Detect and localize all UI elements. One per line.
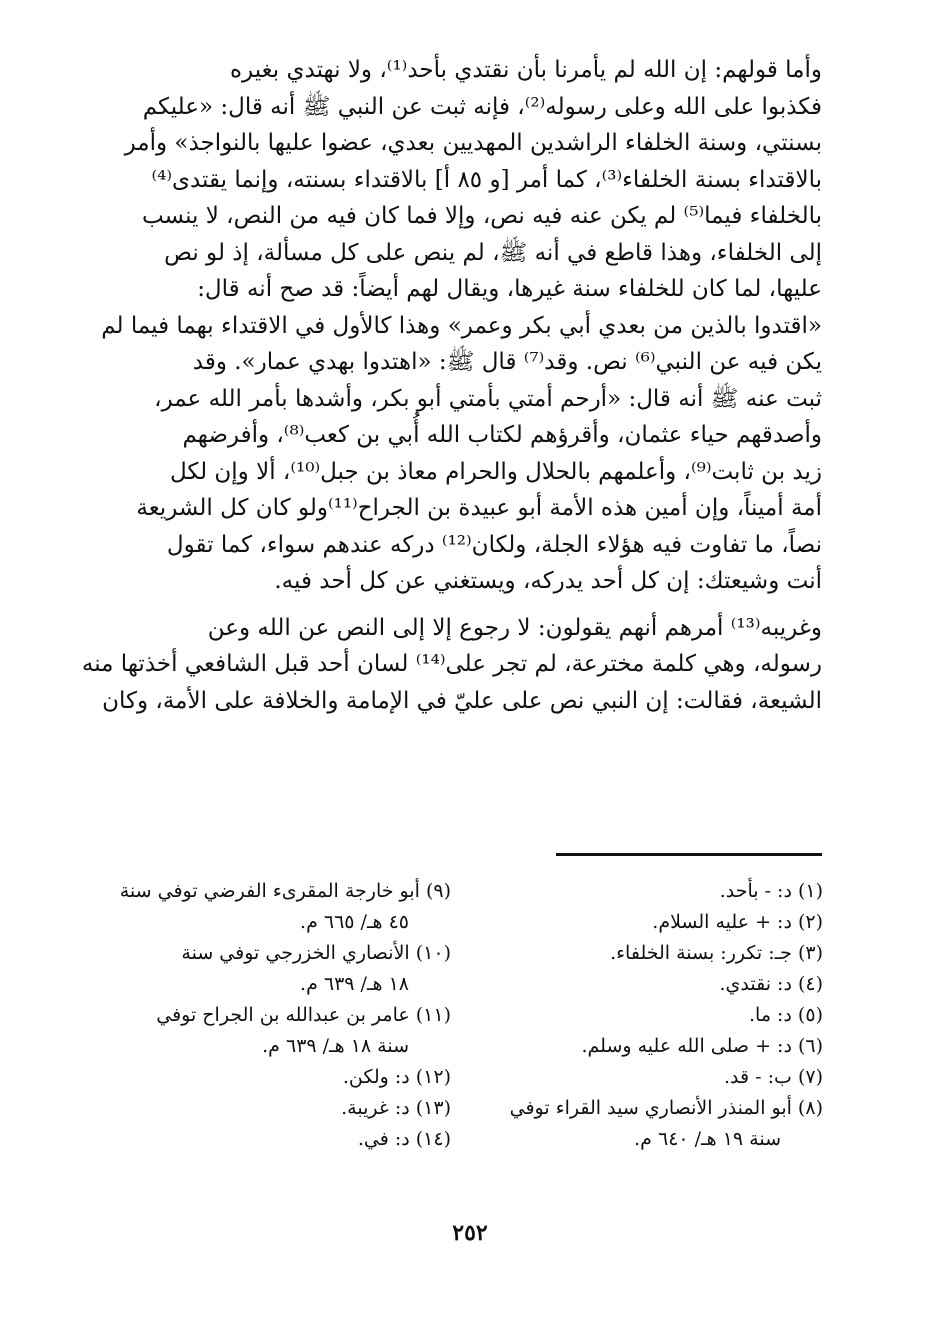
text-line: رسوله، وهي كلمة مخترعة، لم تجر على⁽¹⁴⁾ لسان أحد قبل الشافعي أخذتها منه — [81, 651, 822, 677]
text-line: أمة أميناً، وإن أمين هذه الأمة أبو عبيدة بن الجراح⁽¹¹⁾ولو كان كل الشريعة — [136, 495, 822, 521]
footnote-12: (١٢) د: ولكن. — [342, 1066, 451, 1088]
footnote-divider — [556, 853, 822, 856]
text-line: بالاقتداء بسنة الخلفاء⁽³⁾، كما أمر [و ٨٥ أ] بالاقتداء بسنته، وإنما يقتدى⁽⁴⁾ — [151, 166, 822, 193]
paragraph-1 — [101, 52, 822, 600]
footnote-4: (٤) د: نقتدي. — [719, 973, 823, 995]
footnote-2: (٢) د: + عليه السلام. — [652, 911, 823, 933]
footnotes-right-column — [493, 876, 823, 1155]
text-line: إلى الخلفاء، وهذا قاطع في أنه ﷺ، لم ينص على كل مسألة، إذ لو نص — [164, 239, 822, 266]
footnote-10-continuation: ١٨ هـ/ ٦٣٩ م. — [300, 973, 409, 995]
footnote-11-continuation: سنة ١٨ هـ/ ٦٣٩ م. — [262, 1035, 409, 1057]
footnote-6: (٦) د: + صلى الله عليه وسلم. — [581, 1035, 823, 1057]
footnote-9-continuation: ٤٥ هـ/ ٦٦٥ م. — [300, 911, 409, 933]
paragraph-2 — [81, 610, 822, 720]
text-line: وأصدقهم حياء عثمان، وأقرؤهم لكتاب الله أُبي بن كعب⁽⁸⁾، وأفرضهم — [182, 422, 822, 448]
text-line: وغريبه⁽¹³⁾ أمرهم أنهم يقولون: لا رجوع إلا إلى النص عن الله وعن — [207, 614, 822, 641]
text-line: بسنتي، وسنة الخلفاء الراشدين المهديين بعدي، عضوا عليها بالنواجذ» وأمر — [124, 130, 822, 156]
footnote-1: (١) د: - بأحد. — [719, 880, 823, 902]
footnote-9: (٩) أبو خارجة المقرىء الفرضي توفي سنة — [119, 880, 451, 902]
footnotes-left-column — [111, 876, 451, 1155]
footnote-11: (١١) عامر بن عبدالله بن الجراح توفي — [156, 1004, 451, 1026]
text-line: فكذبوا على الله وعلى رسوله⁽²⁾، فإنه ثبت عن النبي ﷺ أنه قال: «عليكم — [142, 93, 822, 120]
footnote-10: (١٠) الأنصاري الخزرجي توفي سنة — [181, 942, 451, 964]
text-line: ثبت عنه ﷺ أنه قال: «أرحم أمتي بأمتي أبو بكر، وأشدها بأمر الله عمر، — [154, 385, 822, 412]
text-line: «اقتدوا بالذين من بعدي أبي بكر وعمر» وهذا كالأول في الاقتداء بهما فيما لم — [101, 312, 822, 339]
text-line: عليها، لما كان للخلفاء سنة غيرها، ويقال لهم أيضاً: قد صح أنه قال: — [197, 276, 822, 302]
footnote-3: (٣) جـ: تكرر: بسنة الخلفاء. — [610, 942, 823, 964]
text-line: وأما قولهم: إن الله لم يأمرنا بأن نقتدي بأحد⁽¹⁾، ولا نهتدي بغيره — [230, 57, 822, 83]
footnote-7: (٧) ب: - قد. — [724, 1066, 823, 1088]
text-line: الشيعة، فقالت: إن النبي نص على عليّ في الإمامة والخلافة على الأمة، وكان — [102, 687, 822, 714]
text-line: بالخلفاء فيما⁽⁵⁾ لم يكن عنه فيه نص، وإلا فما كان فيه من النص، لا ينسب — [141, 203, 822, 229]
page-number: ٢٥٢ — [452, 1220, 488, 1246]
footnote-8-continuation: سنة ١٩ هـ/ ٦٤٠ م. — [634, 1128, 781, 1150]
text-line: نصاً، ما تفاوت فيه هؤلاء الجلة، ولكان⁽¹²⁾ دركه عندهم سواء، كما تقول — [166, 531, 822, 558]
footnote-13: (١٣) د: غريبة. — [341, 1097, 451, 1119]
main-text — [81, 52, 822, 719]
footnote-5: (٥) د: ما. — [748, 1004, 823, 1026]
text-line: زيد بن ثابت⁽⁹⁾، وأعلمهم بالحلال والحرام معاذ بن جبل⁽¹⁰⁾، ألا وإن لكل — [169, 458, 822, 485]
text-line: يكن فيه عن النبي⁽⁶⁾ نص. وقد⁽⁷⁾ قال ﷺ: «اهتدوا بهدي عمار». وقد — [192, 349, 822, 375]
text-line: أنت وشيعتك: إن كل أحد يدركه، ويستغني عن كل أحد فيه. — [274, 568, 822, 594]
footnote-8: (٨) أبو المنذر الأنصاري سيد القراء توفي — [509, 1097, 823, 1119]
footnote-14: (١٤) د: في. — [357, 1128, 451, 1150]
